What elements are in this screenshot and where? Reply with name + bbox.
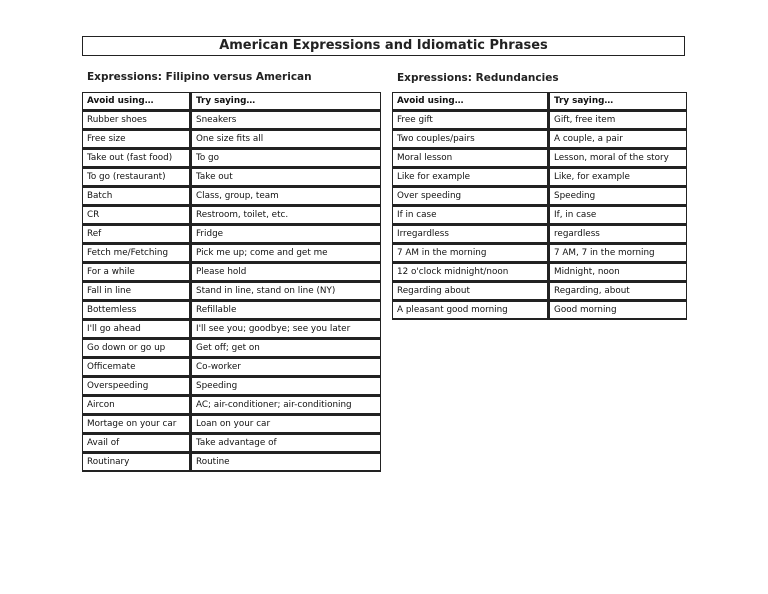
cell-try: If, in case [549,206,687,225]
cell-avoid: Overspeeding [82,377,191,396]
header-avoid-using: Avoid using… [82,92,191,111]
table-row [82,339,381,358]
cell-try: Midnight, noon [549,263,687,282]
cell-try: One size fits all [191,130,381,149]
cell-try: Regarding, about [549,282,687,301]
cell-try: Take out [191,168,381,187]
cell-try: Gift, free item [549,111,687,130]
table-row [82,415,381,434]
cell-avoid: Officemate [82,358,191,377]
cell-avoid: Go down or go up [82,339,191,358]
table-row [392,168,687,187]
cell-try: A couple, a pair [549,130,687,149]
cell-try: Refillable [191,301,381,320]
cell-avoid: CR [82,206,191,225]
cell-avoid: For a while [82,263,191,282]
cell-avoid: Irregardless [392,225,549,244]
cell-try: I'll see you; goodbye; see you later [191,320,381,339]
table-row [392,263,687,282]
table-row [82,111,381,130]
cell-try: Speeding [191,377,381,396]
cell-avoid: Bottemless [82,301,191,320]
cell-try: Stand in line, stand on line (NY) [191,282,381,301]
left-section-title: Expressions: Filipino versus American [87,71,312,83]
cell-try: Get off; get on [191,339,381,358]
cell-try: Please hold [191,263,381,282]
table-row [392,149,687,168]
page-title: American Expressions and Idiomatic Phrases [82,36,685,56]
table-header-row [82,92,381,111]
cell-try: 7 AM, 7 in the morning [549,244,687,263]
table-row [392,206,687,225]
cell-try: regardless [549,225,687,244]
table-row [392,301,687,320]
cell-avoid: Mortage on your car [82,415,191,434]
cell-avoid: Ref [82,225,191,244]
cell-avoid: Batch [82,187,191,206]
cell-avoid: Over speeding [392,187,549,206]
cell-try: Sneakers [191,111,381,130]
cell-avoid: 7 AM in the morning [392,244,549,263]
cell-try: Class, group, team [191,187,381,206]
filipino-vs-american-table [82,92,381,472]
table-row [392,111,687,130]
cell-try: Loan on your car [191,415,381,434]
cell-avoid: A pleasant good morning [392,301,549,320]
table-row [82,301,381,320]
cell-try: Speeding [549,187,687,206]
cell-avoid: Aircon [82,396,191,415]
cell-avoid: Regarding about [392,282,549,301]
cell-avoid: Fetch me/Fetching [82,244,191,263]
cell-avoid: Rubber shoes [82,111,191,130]
table-row [392,282,687,301]
table-row [82,187,381,206]
table-row [82,263,381,282]
table-row [82,282,381,301]
table-row [82,453,381,472]
table-row [82,225,381,244]
cell-avoid: Like for example [392,168,549,187]
cell-avoid: Avail of [82,434,191,453]
table-row [82,377,381,396]
cell-try: Routine [191,453,381,472]
table-row [392,225,687,244]
cell-try: Restroom, toilet, etc. [191,206,381,225]
cell-avoid: Free size [82,130,191,149]
cell-try: AC; air-conditioner; air-conditioning [191,396,381,415]
table-header-row [392,92,687,111]
cell-try: Fridge [191,225,381,244]
cell-try: Like, for example [549,168,687,187]
header-avoid-using: Avoid using… [392,92,549,111]
table-row [82,320,381,339]
cell-avoid: Take out (fast food) [82,149,191,168]
cell-avoid: Two couples/pairs [392,130,549,149]
cell-try: Pick me up; come and get me [191,244,381,263]
right-section-title: Expressions: Redundancies [397,72,559,84]
table-row [392,130,687,149]
cell-avoid: Moral lesson [392,149,549,168]
cell-try: Lesson, moral of the story [549,149,687,168]
cell-avoid: I'll go ahead [82,320,191,339]
redundancies-table [392,92,687,320]
cell-avoid: To go (restaurant) [82,168,191,187]
cell-avoid: If in case [392,206,549,225]
table-row [82,130,381,149]
cell-avoid: 12 o'clock midnight/noon [392,263,549,282]
cell-avoid: Fall in line [82,282,191,301]
table-row [392,244,687,263]
header-try-saying: Try saying… [549,92,687,111]
table-row [392,187,687,206]
table-row [82,244,381,263]
cell-avoid: Free gift [392,111,549,130]
table-row [82,358,381,377]
table-row [82,206,381,225]
table-row [82,168,381,187]
cell-avoid: Routinary [82,453,191,472]
table-row [82,396,381,415]
cell-try: Co-worker [191,358,381,377]
cell-try: Take advantage of [191,434,381,453]
table-row [82,434,381,453]
cell-try: Good morning [549,301,687,320]
cell-try: To go [191,149,381,168]
header-try-saying: Try saying… [191,92,381,111]
table-row [82,149,381,168]
